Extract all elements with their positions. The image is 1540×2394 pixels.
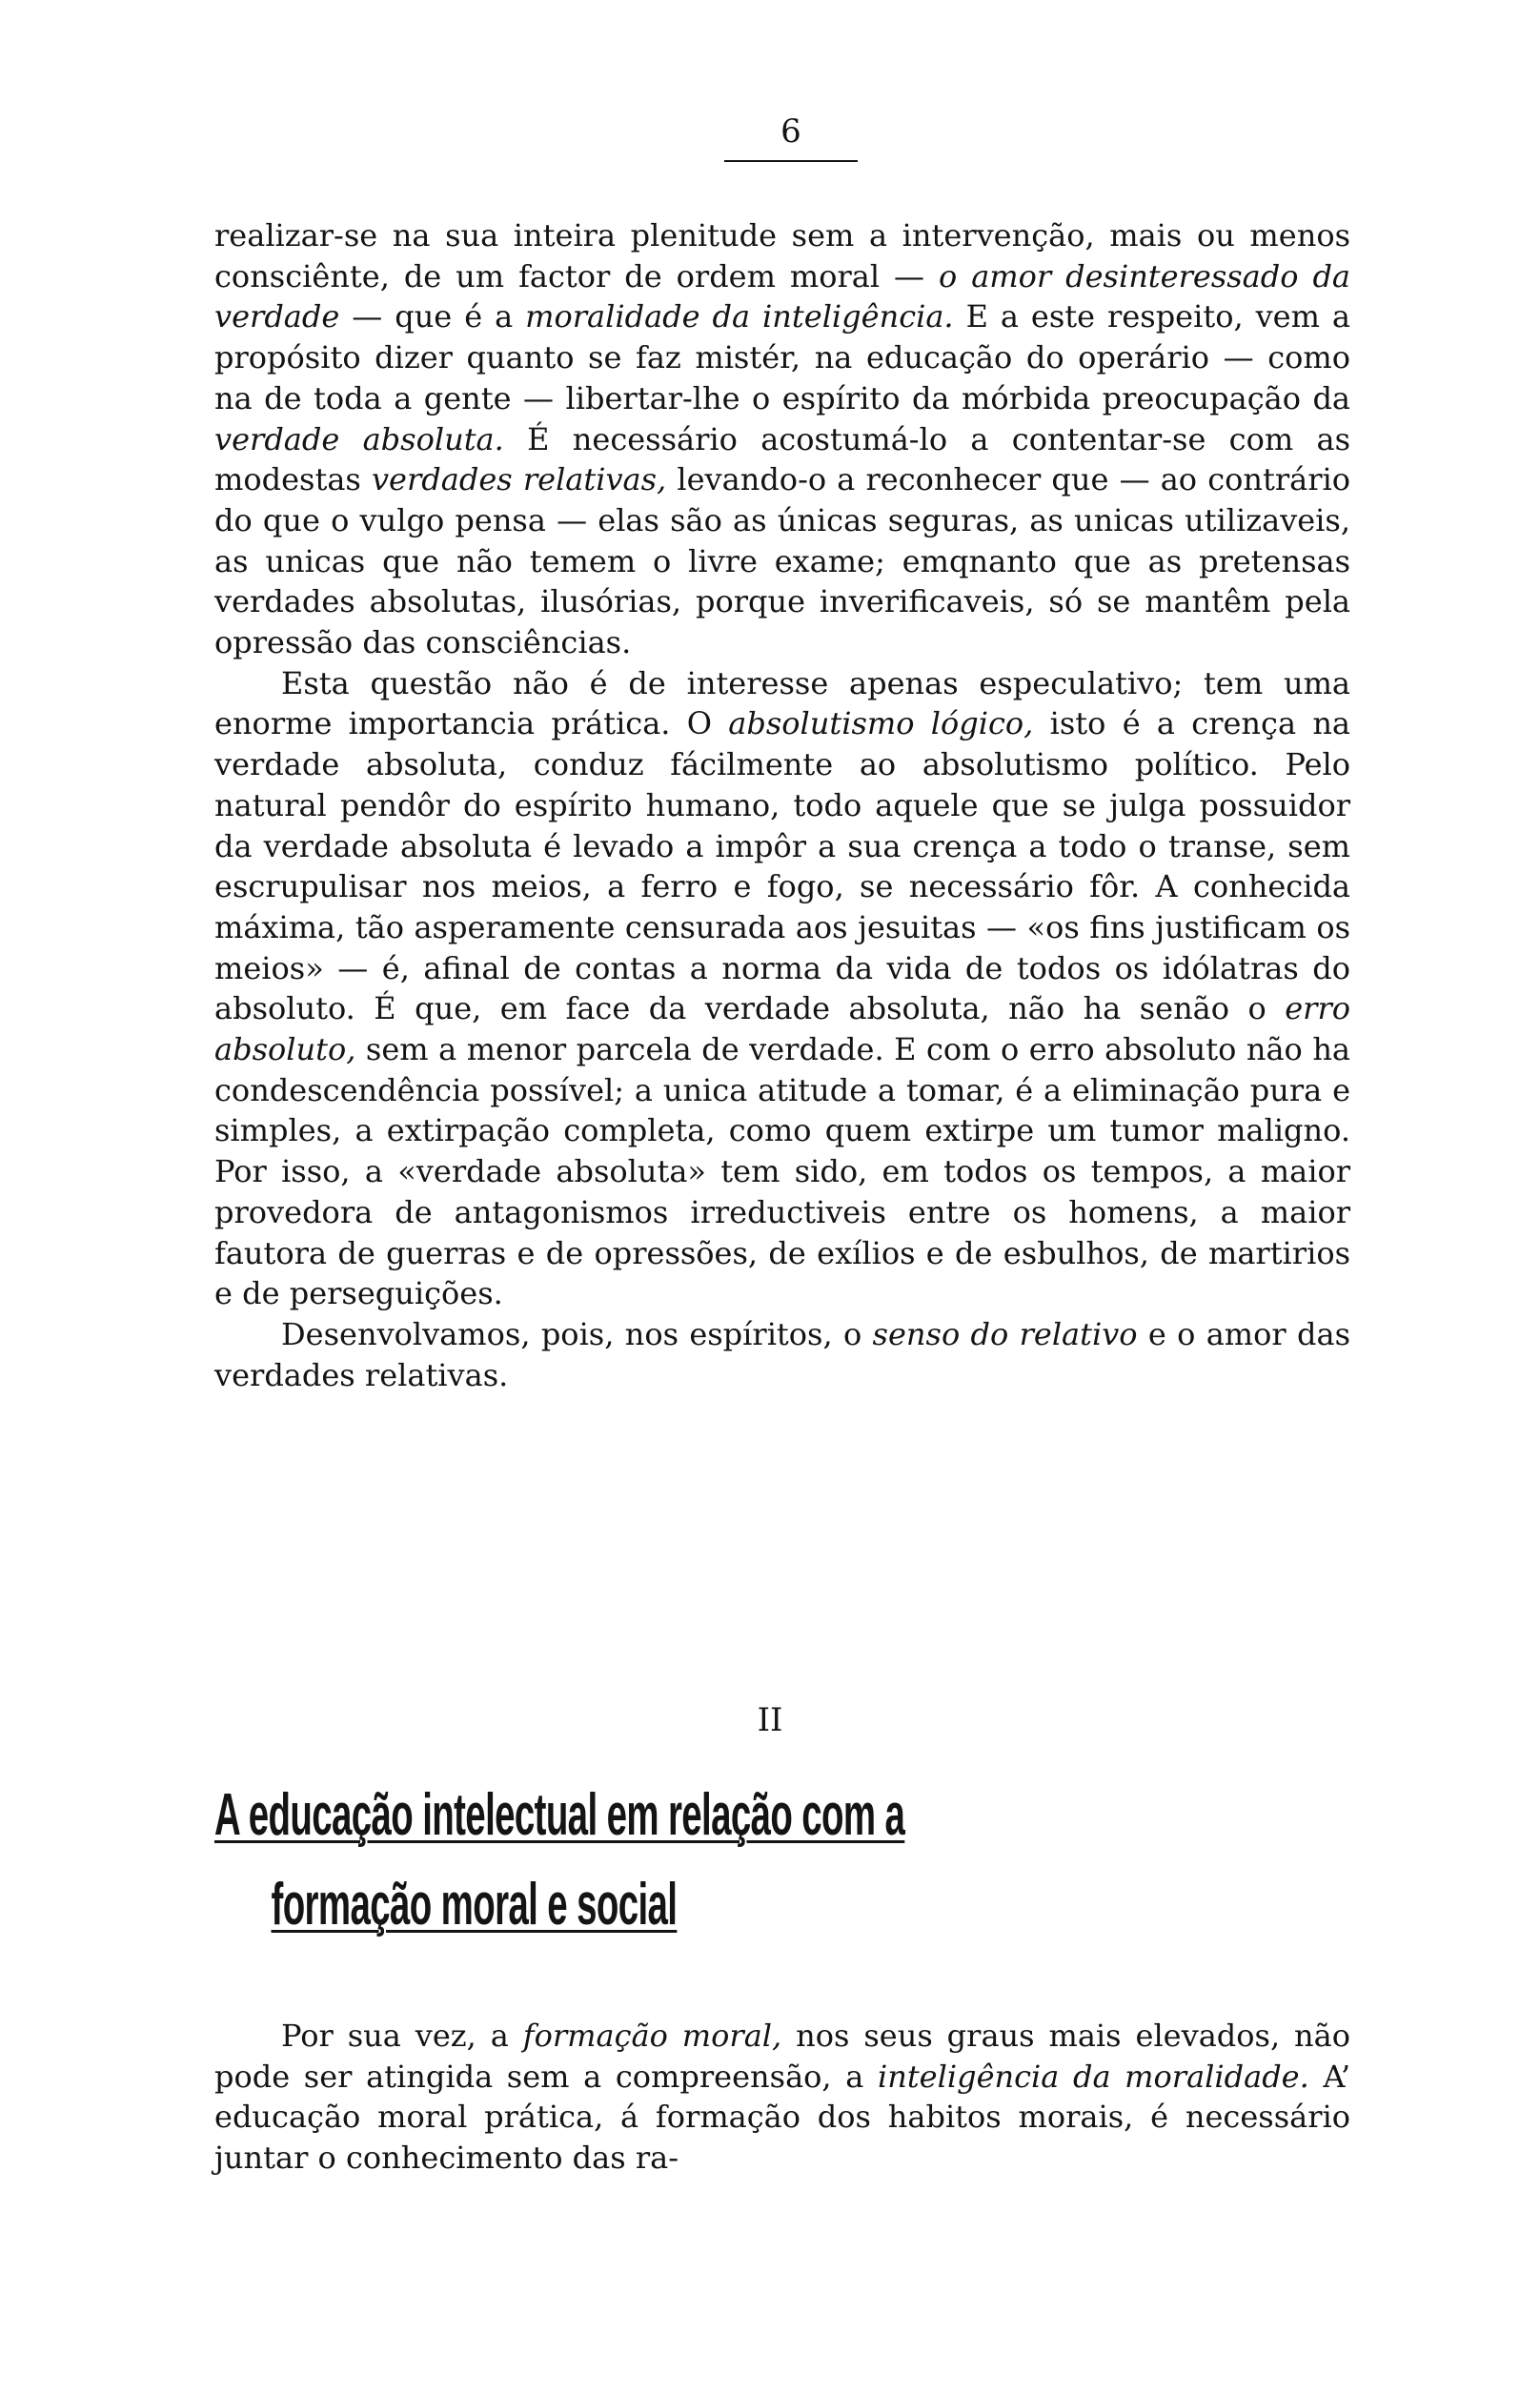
section-title-line-1: A educação intelectual em relação com a: [214, 1782, 905, 1848]
paragraph-1-text-3: E a este respeito, vem a propósito dizer quanto se faz mistér, na educação do operário — como na de toda a gente — libertar-lhe o espírito da mórbida preocupação da: [214, 298, 1351, 416]
page-number-rule: [724, 160, 858, 162]
paragraph-1: [214, 215, 1350, 663]
section-number: II: [757, 1701, 783, 1739]
paragraph-1-emphasis-1: o amor desinteressado da verdade: [214, 257, 1351, 335]
body-text-lower: [214, 2016, 1350, 2179]
paragraph-2-emphasis-2: erro absoluto,: [214, 990, 1350, 1068]
paragraph-2-emphasis-1: absolutismo lógico,: [728, 705, 1034, 742]
paragraph-3-emphasis-1: senso do relativo: [872, 1315, 1138, 1352]
paragraph-4-emphasis-1: formação moral,: [522, 2018, 782, 2054]
paragraph-4-emphasis-2: inteligência da moralidade.: [877, 2058, 1309, 2095]
section-title-line-2: formação moral e social: [271, 1872, 678, 1938]
body-text-upper: [214, 215, 1350, 1395]
paragraph-1-text-5: levando-o a reconhecer que — ao contrário do que o vulgo pensa — elas são as únicas seguras, as unicas utilizaveis, as unicas que não temem o livre exame; emqnanto que as pretensas verdades absolutas, ilusórias, porque inverificaveis, só se mantêm pela opressão das consciências.: [214, 461, 1351, 661]
paragraph-2-text-3: sem a menor parcela de verdade. E com o erro absoluto não ha condescendência possível; a unica atitude a tomar, é a eliminação pura e simples, a extirpação completa, como quem extirpe um tumor maligno. Por isso, a «verdade absoluta» tem sido, em todos os tempos, a maior provedora de antagonismos irreductiveis entre os homens, a maior fautora de guerras e de opressões, de exílios e de esbulhos, de martirios e de perseguições.: [214, 1031, 1350, 1312]
paragraph-1-emphasis-3: verdade absoluta.: [214, 420, 504, 457]
paragraph-1-emphasis-4: verdades relativas,: [371, 461, 667, 498]
page-number: 6: [780, 112, 801, 151]
paragraph-4: [214, 2016, 1350, 2179]
paragraph-4-text-3: A’ educação moral prática, á formação dos habitos morais, é necessário juntar o conhecimento das ra-: [214, 2058, 1351, 2177]
paragraph-2-text-1: Esta questão não é de interesse apenas especulativo; tem uma enorme importancia prática. O: [214, 664, 1350, 742]
paragraph-3: [214, 1314, 1350, 1395]
paragraph-1-text-1: realizar-se na sua inteira plenitude sem a intervenção, mais ou menos consciênte, de um factor de ordem moral —: [214, 217, 1350, 294]
paragraph-1-text-4: É necessário acostumá-lo a contentar-se com as modestas: [214, 420, 1351, 498]
paragraph-4-text-1: Por sua vez, a: [281, 2018, 523, 2054]
paragraph-3-text-1: Desenvolvamos, pois, nos espíritos, o: [281, 1315, 873, 1352]
paragraph-2: [214, 663, 1350, 1314]
paragraph-1-emphasis-2: moralidade da inteligência.: [525, 298, 954, 335]
paragraph-2-text-2: isto é a crença na verdade absoluta, conduz fácilmente ao absolutismo político. Pelo natural pendôr do espírito humano, todo aquele que se julga possuidor da verdade absoluta é levado a impôr a sua crença a todo o transe, sem escrupulisar nos meios, a ferro e fogo, se necessário fôr. A conhecida máxima, tão asperamente censurada aos jesuitas — «os fins justificam os meios» — é, afinal de contas a norma da vida de todos os idólatras do absoluto. É que, em face da verdade absoluta, não ha senão o: [214, 705, 1351, 1027]
paragraph-4-text-2: nos seus graus mais elevados, não pode ser atingida sem a compreensão, a: [214, 2018, 1351, 2095]
paragraph-3-text-2: e o amor das verdades relativas.: [214, 1315, 1351, 1393]
paragraph-1-text-2: — que é a: [339, 298, 526, 335]
section-title: [214, 1771, 1348, 1950]
